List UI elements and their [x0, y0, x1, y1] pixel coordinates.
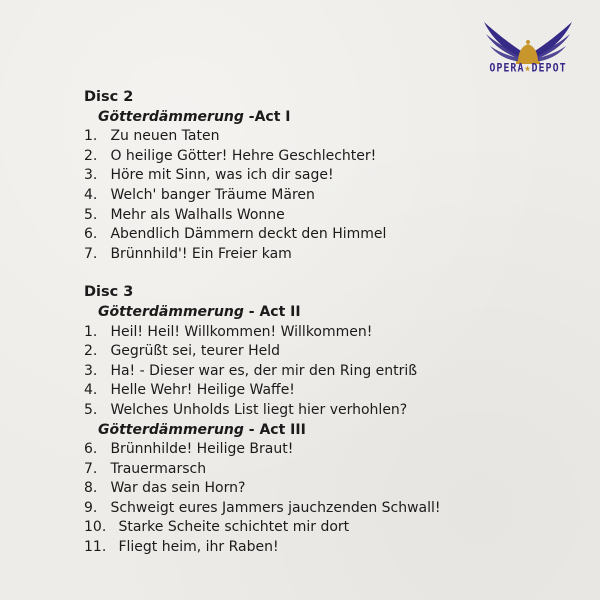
track-item: 10. Starke Scheite schichtet mir dort — [84, 519, 350, 536]
track-item: 6. Abendlich Dämmern deckt den Himmel — [84, 226, 387, 243]
track-item: 11. Fliegt heim, ihr Raben! — [84, 539, 279, 556]
track-item: 5. Mehr als Walhalls Wonne — [84, 206, 285, 223]
act-heading: Götterdämmerung -Act I — [98, 108, 291, 125]
track-item: 1. Zu neuen Taten — [84, 128, 220, 145]
track-listing — [84, 88, 524, 558]
track-item: 6. Brünnhilde! Heilige Braut! — [84, 441, 294, 458]
opera-depot-logo — [478, 18, 578, 84]
track-item: 2. O heilige Götter! Hehre Geschlechter! — [84, 147, 377, 164]
winged-bell-icon — [478, 18, 578, 66]
track-item: 7. Trauermarsch — [84, 460, 207, 477]
track-item: 4. Welch' banger Träume Mären — [84, 186, 315, 203]
track-item: 5. Welches Unholds List liegt hier verhohlen? — [84, 401, 408, 418]
track-item: 4. Helle Wehr! Heilige Waffe! — [84, 382, 295, 399]
track-item: 3. Ha! - Dieser war es, der mir den Ring entriß — [84, 362, 418, 379]
track-item: 3. Höre mit Sinn, was ich dir sage! — [84, 167, 334, 184]
disc-heading: Disc 3 — [84, 284, 134, 301]
track-item: 9. Schweigt eures Jammers jauchzenden Schwall! — [84, 499, 441, 516]
spacer — [84, 264, 524, 283]
act-heading: Götterdämmerung - Act III — [98, 421, 306, 438]
act-heading: Götterdämmerung - Act II — [98, 303, 301, 320]
disc-heading: Disc 2 — [84, 89, 134, 105]
track-item: 1. Heil! Heil! Willkommen! Willkommen! — [84, 323, 373, 340]
track-item: 2. Gegrüßt sei, teurer Held — [84, 343, 281, 360]
logo-wordmark: OPERA★DEPOT — [489, 62, 567, 75]
track-item: 8. War das sein Horn? — [84, 480, 246, 497]
track-item: 7. Brünnhild'! Ein Freier kam — [84, 245, 292, 262]
